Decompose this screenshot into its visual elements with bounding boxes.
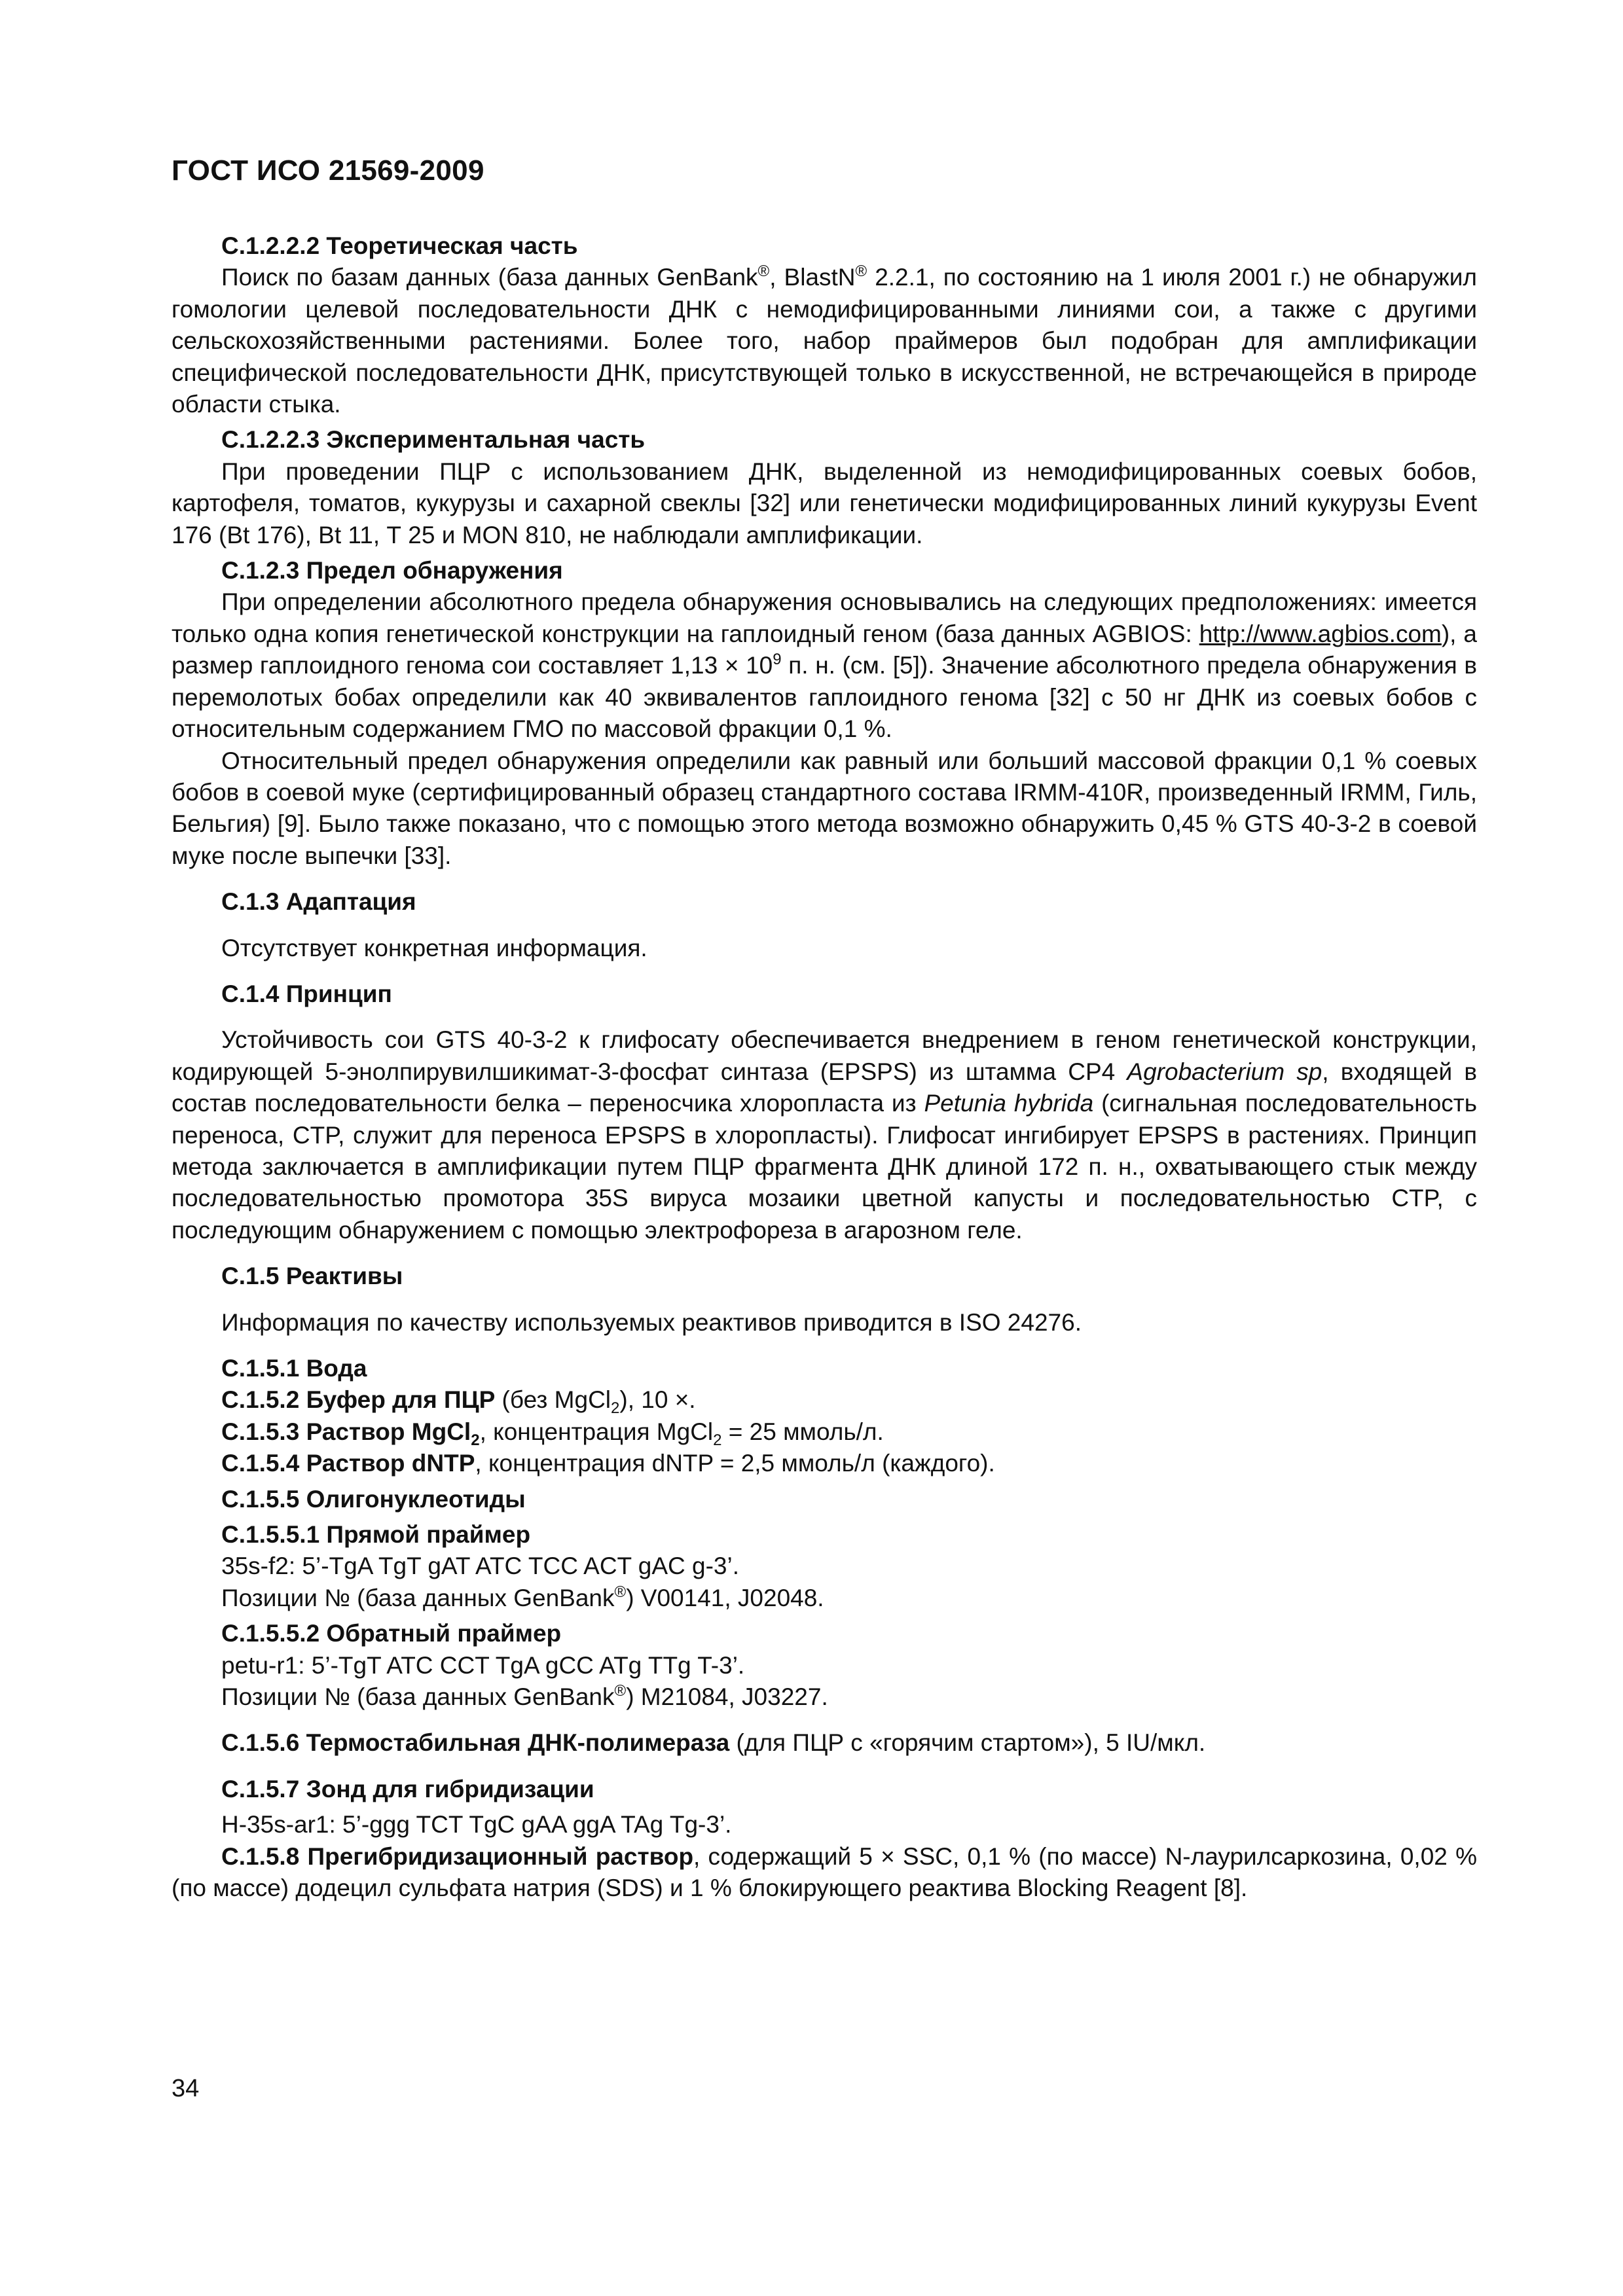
agbios-link[interactable]: http://www.agbios.com (1199, 620, 1442, 647)
paragraph: При определении абсолютного предела обнаружения основывались на следующих предположениях: имеется только одна копия генетической конструкции на гаплоидный геном (база данных AGBIOS: http://www.agbios.com), а размер гаплоидного генома сои составляет $1,13 \times 10^9$ п. н. (см. [5]). Значение абсолютного предела обнаружения в перемолотых бобах определили как 40 эквивалентов гаплоидного генома [32] с 50 нг ДНК из соевых бобов с относительным содержанием ГМО по массовой фракции 0,1 %. (172, 588, 1477, 743)
reagent-polymerase: С.1.5.6 Термостабильная ДНК-полимераза (для ПЦР с «горячим стартом»), 5 IU/мкл. (221, 1729, 1206, 1757)
reagent-dntp: С.1.5.4 Раствор dNTP, концентрация dNTP = 2,5 ммоль/л (каждого). (221, 1450, 995, 1477)
primer-sequence: petu-r1: 5’-TgT ATC CCT TgA gCC ATg TTg T-3’. (221, 1651, 745, 1679)
reagent-water: С.1.5.1 Вода (221, 1355, 367, 1382)
paragraph: Информация по качеству используемых реактивов приводится в ISO 24276. (221, 1308, 1082, 1336)
section-heading: С.1.5.5.2 Обратный праймер (221, 1620, 562, 1647)
page-number: 34 (172, 2075, 200, 2102)
section-heading: С.1.4 Принцип (221, 980, 392, 1007)
section-heading: С.1.2.2.2 Теоретическая часть (221, 232, 578, 259)
section-heading: С.1.3 Адаптация (221, 888, 416, 916)
primer-positions: Позиции № (база данных GenBank®) M21084, J03227. (221, 1682, 828, 1711)
primer-sequence: 35s-f2: 5’-TgA TgT gAT ATC TCC ACT gAC g-3’. (221, 1552, 740, 1580)
reagent-mgcl2: С.1.5.3 Раствор MgCl$_2$, концентрация MgCl$_2$ = 25 ммоль/л. (221, 1418, 884, 1449)
section-heading: С.1.2.2.3 Экспериментальная часть (221, 426, 646, 454)
paragraph: Относительный предел обнаружения определили как равный или больший массовой фракции 0,1 % соевых бобов в соевой муке (сертифицированный образец стандартного состава IRMM-410R, произведенный IRMM, Гиль, Бельгия) [9]. Было также показано, что с помощью этого метода возможно обнаружить 0,45 % GTS 40-3-2 в соевой муке после выпечки [33]. (172, 747, 1477, 869)
section-heading: С.1.5.5.1 Прямой праймер (221, 1521, 531, 1549)
section-heading: С.1.2.3 Предел обнаружения (221, 557, 563, 584)
reagent-prehybridization: С.1.5.8 Прегибридизационный раствор, содержащий 5 × SSC, 0,1 % (по массе) N-лаурилсаркозина, 0,02 % (по массе) додецил сульфата натрия (SDS) и 1 % блокирующего реактива Blocking Reagent [8]. (172, 1842, 1477, 1902)
section-heading: С.1.5.5 Олигонуклеотиды (221, 1485, 526, 1513)
reagent-buffer: С.1.5.2 Буфер для ПЦР (без MgCl$_2$), 10 ×. (221, 1386, 696, 1418)
paragraph: Поиск по базам данных (база данных GenBank®, BlastN® 2.2.1, по состоянию на 1 июля 2001 г.) не обнаружил гомологии целевой последовательности ДНК с немодифицированными линиями сои, а также с другими сельскохозяйственными растениями. Более того, набор праймеров был подобран для амплификации специфической последовательности ДНК, присутствующей только в искусственной, не встречающейся в природе области стыка. (172, 262, 1477, 418)
probe-sequence: H-35s-ar1: 5’-ggg TCT TgC gAA ggA TAg Tg-3’. (221, 1811, 732, 1839)
paragraph: При проведении ПЦР с использованием ДНК, выделенной из немодифицированных соевых бобов, картофеля, томатов, кукурузы и сахарной свеклы [32] или генетически модифицированных линий кукурузы Event 176 (Bt 176), Bt 11, Т 25 и MON 810, не наблюдали амплификации. (172, 457, 1477, 548)
standard-designation: ГОСТ ИСО 21569-2009 (172, 154, 484, 187)
primer-positions: Позиции № (база данных GenBank®) V00141, J02048. (221, 1583, 824, 1611)
paragraph: Устойчивость сои GTS 40-3-2 к глифосату обеспечивается внедрением в геном генетической конструкции, кодирующей 5-энолпирувилшикимат-3-фосфат синтаза (EPSPS) из штамма CP4 Agrobacterium sp, входящей в состав последовательности белка – переносчика хлоропласта из Petunia hybrida (сигнальная последовательность переноса, CTP, служит для переноса EPSPS в хлоропласты). Глифосат ингибирует EPSPS в растениях. Принцип метода заключается в амплификации путем ПЦР фрагмента ДНК длиной 172 п. н., охватывающего стык между последовательностью промотора 35S вируса мозаики цветной капусты и последовательностью CTP, с последующим обнаружением с помощью электрофореза в агарозном геле. (172, 1026, 1478, 1244)
page-content (172, 230, 1477, 1905)
section-heading: С.1.5 Реактивы (221, 1263, 403, 1290)
section-heading: С.1.5.7 Зонд для гибридизации (221, 1775, 594, 1803)
paragraph: Отсутствует конкретная информация. (221, 934, 647, 961)
